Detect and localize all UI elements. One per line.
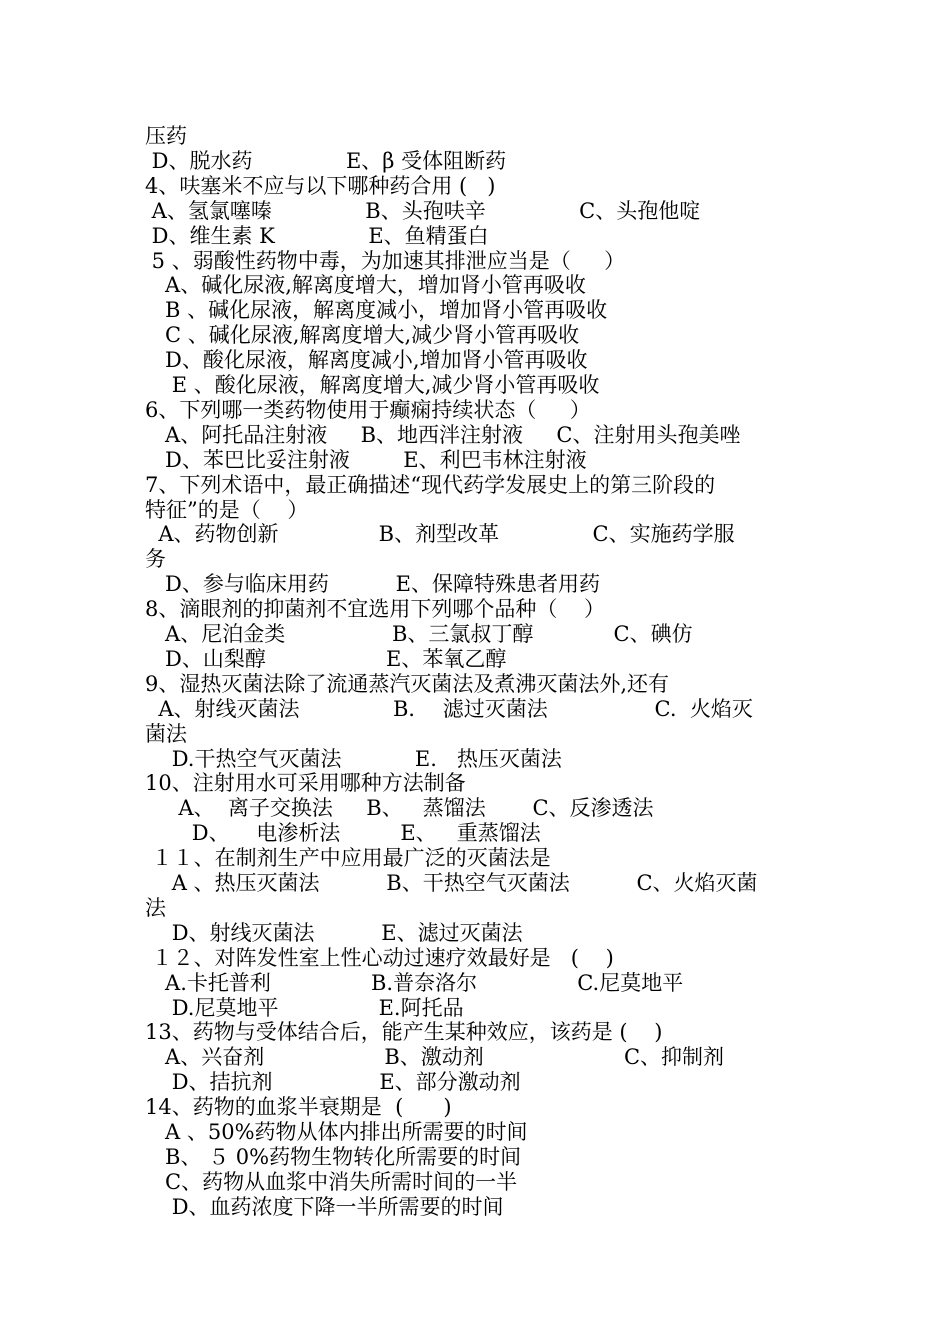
text-line: C 、碱化尿液,解离度增大,减少肾小管再吸收 [145, 323, 580, 348]
text-line: A、阿托品注射液 B、地西泮注射液 C、注射用头孢美唑 [145, 422, 741, 447]
text-line: A、 离子交换法 B、 蒸馏法 C、反渗透法 [145, 796, 654, 821]
text-line: A、兴奋剂 B、激动剂 C、抑制剂 [145, 1045, 725, 1070]
text-line: D、酸化尿液，解离度减小,增加肾小管再吸收 [145, 348, 588, 373]
text-line: D、拮抗剂 E、部分激动剂 [145, 1070, 521, 1095]
text-line: A 、热压灭菌法 B、干热空气灭菌法 C、火焰灭菌 [145, 871, 758, 895]
text-line: 菌法 [145, 721, 187, 746]
text-line: A、碱化尿液,解离度增大，增加肾小管再吸收 [145, 273, 586, 298]
text-line: B 、碱化尿液，解离度减小，增加肾小管再吸收 [145, 298, 608, 323]
text-line: １２、对阵发性室上性心动过速疗效最好是 ( ) [145, 945, 614, 970]
text-line: 务 [145, 547, 166, 572]
text-line: D、脱水药 E、β 受体阻断药 [145, 148, 507, 173]
text-line: 4、呋塞米不应与以下哪种药合用 ( ) [145, 173, 496, 198]
text-line: 9、湿热灭菌法除了流通蒸汽灭菌法及煮沸灭菌法外,还有 [145, 671, 670, 696]
text-line: A.卡托普利 B.普奈洛尔 C.尼莫地平 [145, 970, 684, 995]
text-line: C、药物从血浆中消失所需时间的一半 [145, 1169, 518, 1194]
text-line: B、 ５ 0%药物生物转化所需要的时间 [145, 1144, 522, 1169]
text-line: D、血药浓度下降一半所需要的时间 [145, 1194, 504, 1219]
text-line: 特征”的是（ ） [145, 497, 309, 522]
text-line: 法 [145, 895, 166, 920]
text-line: A、药物创新 B、剂型改革 C、实施药学服 [145, 522, 735, 547]
text-line: 6、下列哪一类药物使用于癫痫持续状态（ ） [145, 397, 591, 422]
text-line: D、射线灭菌法 E、滤过灭菌法 [145, 920, 523, 945]
text-line: 压药 [145, 124, 187, 148]
text-line: A、射线灭菌法 B． 滤过灭菌法 C. 火焰灭 [145, 696, 753, 721]
text-line: １１、在制剂生产中应用最广泛的灭菌法是 [145, 846, 551, 871]
text-line: 7、下列术语中，最正确描述“现代药学发展史上的第三阶段的 [145, 472, 716, 497]
text-line: 5 、弱酸性药物中毒，为加速其排泄应当是（ ） [145, 248, 626, 273]
text-line: D.干热空气灭菌法 E. 热压灭菌法 [145, 746, 562, 771]
text-line: A、尼泊金类 B、三氯叔丁醇 C、碘仿 [145, 622, 693, 646]
text-line: A 、50%药物从体内排出所需要的时间 [145, 1120, 528, 1144]
text-line: D、 电渗析法 E、 重蒸馏法 [145, 821, 541, 846]
text-line: D、苯巴比妥注射液 E、利巴韦林注射液 [145, 447, 587, 472]
text-line: D、维生素 K E、鱼精蛋白 [145, 223, 489, 248]
text-line: D、山梨醇 E、苯氧乙醇 [145, 646, 507, 671]
text-line: D.尼莫地平 E.阿托品 [145, 995, 464, 1020]
text-line: A、氢氯噻嗪 B、头孢呋辛 C、头孢他啶 [145, 198, 701, 223]
text-line: 13、药物与受体结合后，能产生某种效应，该药是 ( ) [145, 1020, 663, 1045]
text-line: D、参与临床用药 E、保障特殊患者用药 [145, 572, 600, 597]
text-line: E 、酸化尿液，解离度增大,减少肾小管再吸收 [145, 373, 600, 397]
text-line: 8、滴眼剂的抑菌剂不宜选用下列哪个品种（ ） [145, 597, 606, 622]
text-line: 14、药物的血浆半衰期是 ( ) [145, 1095, 452, 1120]
text-line: 10、注射用水可采用哪种方法制备 [145, 771, 466, 796]
